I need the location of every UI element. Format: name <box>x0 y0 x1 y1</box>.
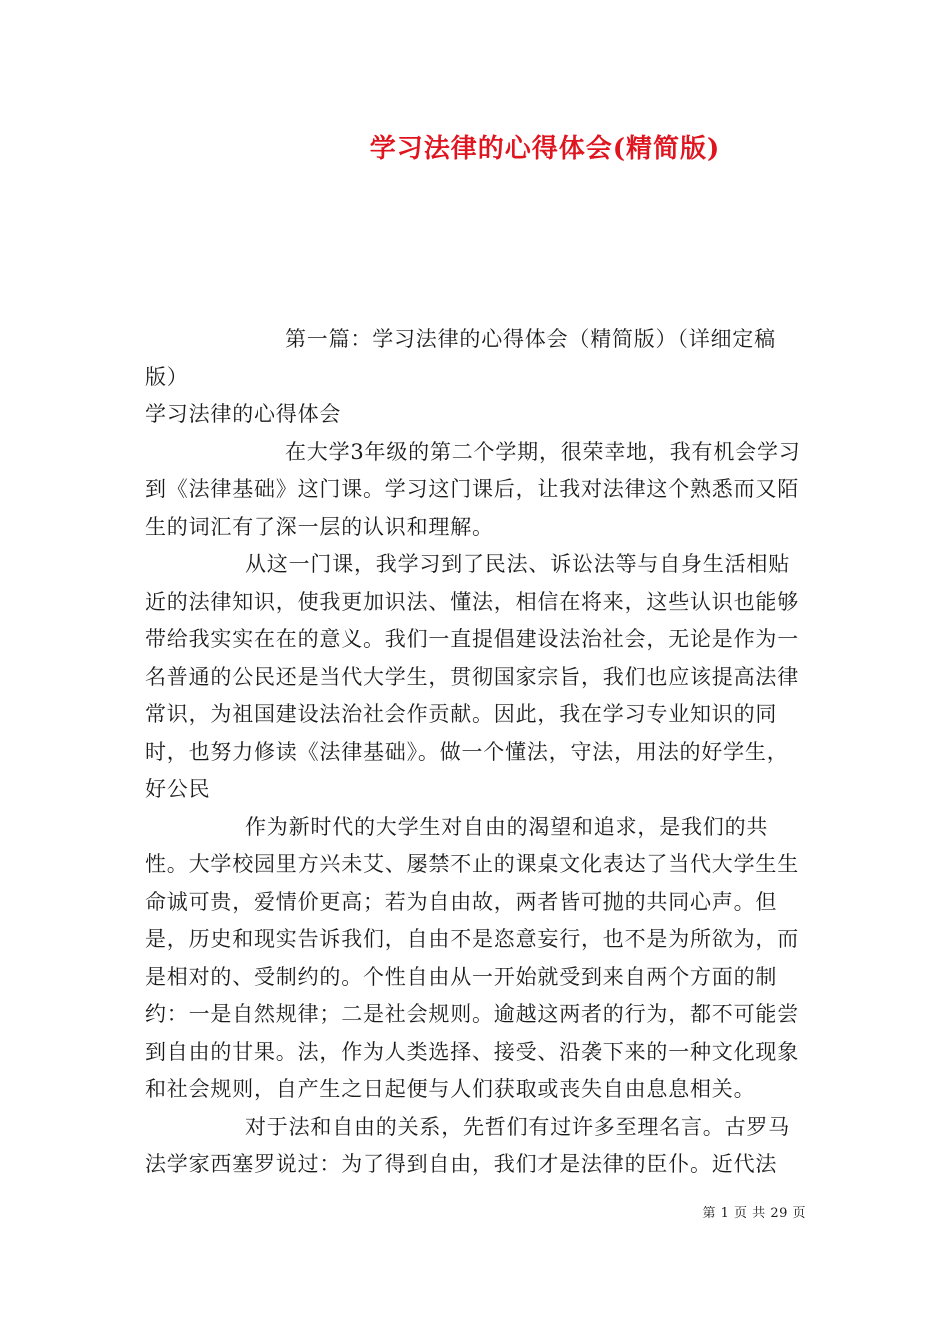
sub-heading: 学习法律的心得体会 <box>145 402 342 426</box>
page-number-footer: 第 1 页 共 29 页 <box>702 1206 806 1221</box>
paragraph-1: 在大学3年级的第二个学期，很荣幸地，我有机会学习到《法律基础》这门课。学习这门课后，让我对法律这个熟悉而又陌生的词汇有了深一层的认识和理解。 <box>145 439 801 539</box>
document-body <box>145 321 808 1184</box>
paragraph-4: 对于法和自由的关系，先哲们有过许多至理名言。古罗马法学家西塞罗说过：为了得到自由，我们才是法律的臣仆。近代法 <box>145 1114 790 1176</box>
paragraph-3: 作为新时代的大学生对自由的渴望和追求，是我们的共性。大学校园里方兴未艾、屡禁不止的课桌文化表达了当代大学生生命诚可贵，爱情价更高；若为自由故，两者皆可抛的共同心声。但是，历史和现实告诉我们，自由不是恣意妄行，也不是为所欲为，而是相对的、受制约的。个性自由从一开始就受到来自两个方面的制约：一是自然规律；二是社会规则。逾越这两者的行为，都不可能尝到自由的甘果。法，作为人类选择、接受、沿袭下来的一种文化现象和社会规则，自产生之日起便与人们获取或丧失自由息息相关。 <box>145 814 799 1101</box>
section-heading: 第一篇：学习法律的心得体会（精简版）（详细定稿版） <box>145 327 776 389</box>
paragraph-2: 从这一门课，我学习到了民法、诉讼法等与自身生活相贴近的法律知识，使我更加识法、懂法，相信在将来，这些认识也能够带给我实实在在的意义。我们一直提倡建设法治社会，无论是作为一名普通的公民还是当代大学生，贯彻国家宗旨，我们也应该提高法律常识，为祖国建设法治社会作贡献。因此，我在学习专业知识的同时，也努力修读《法律基础》。做一个懂法，守法，用法的好学生，好公民 <box>145 552 799 801</box>
document-title: 学习法律的心得体会(精简版) <box>369 134 721 164</box>
